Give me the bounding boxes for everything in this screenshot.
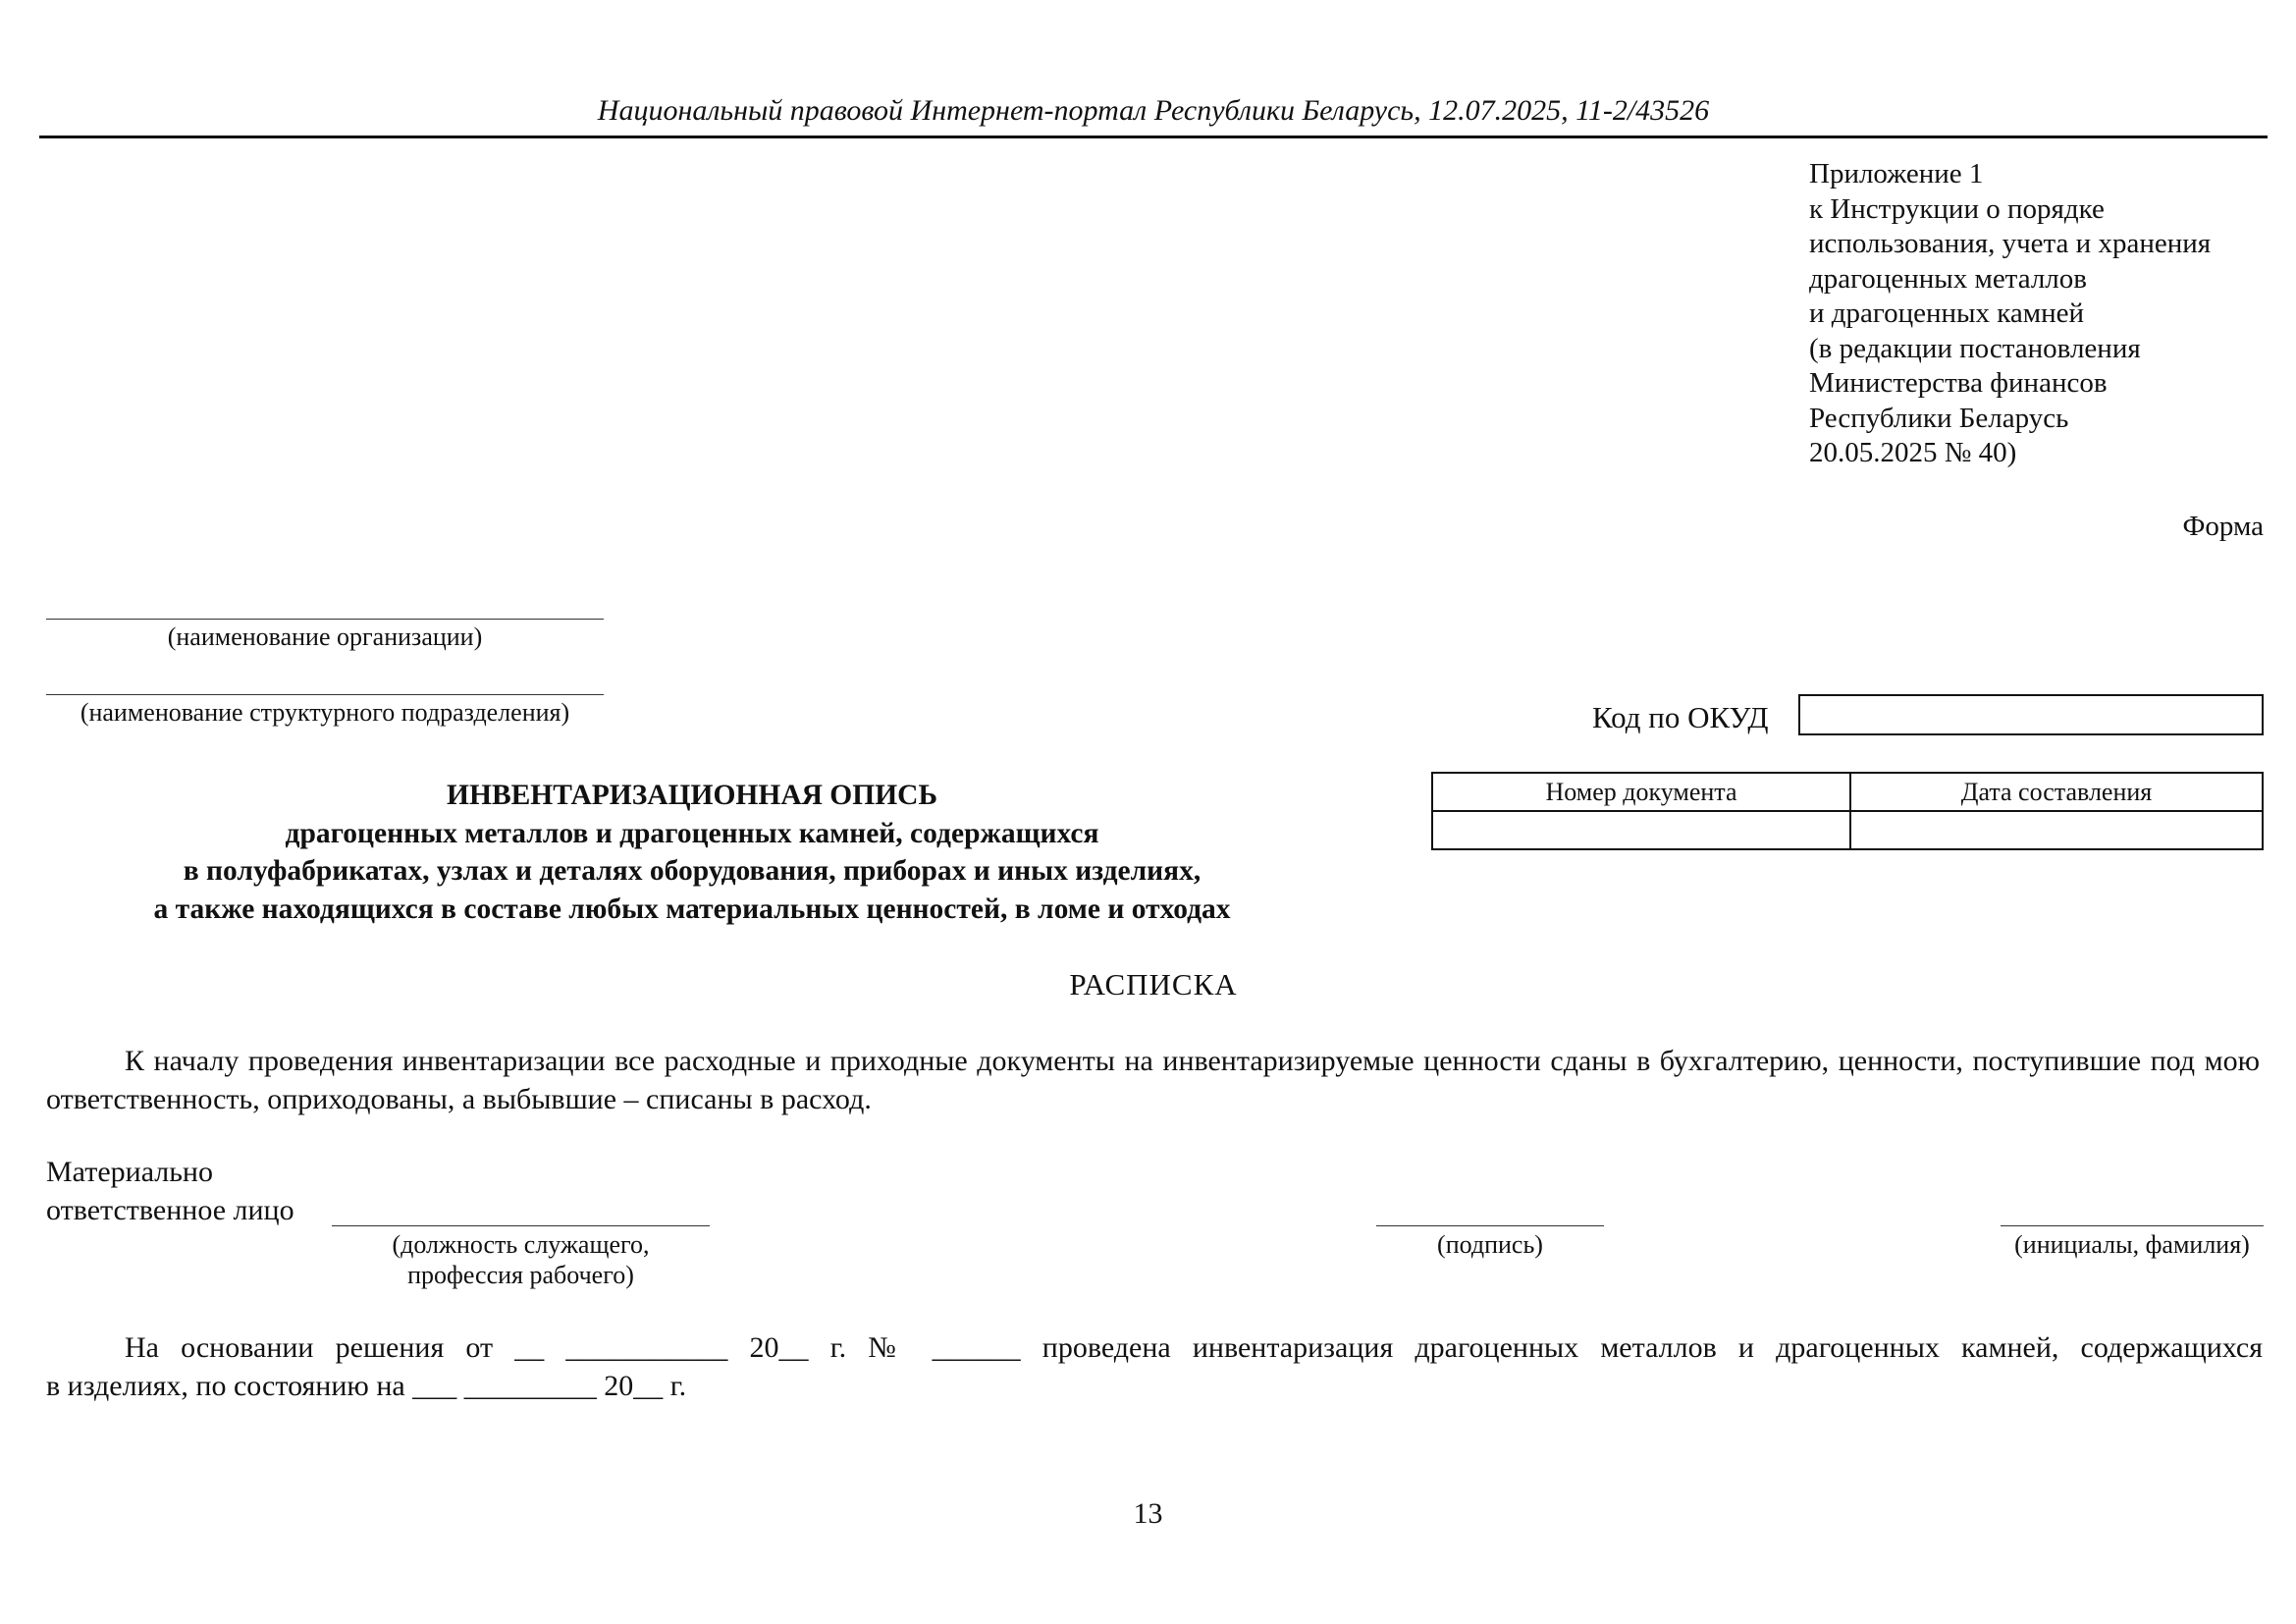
mol-label-line2: ответственное лицо <box>46 1194 294 1226</box>
page-number: 13 <box>1133 1497 1163 1530</box>
mol-label-line1: Материально <box>46 1156 213 1188</box>
org-name-caption: (наименование организации) <box>167 623 483 651</box>
form-label: Форма <box>2182 511 2264 542</box>
doc-number-field[interactable] <box>1432 811 1850 849</box>
doc-number-header: Номер документа <box>1432 773 1850 811</box>
org-name-line[interactable] <box>46 619 604 620</box>
signature-caption: (подпись) <box>1437 1230 1543 1259</box>
annex-block <box>1809 157 2211 471</box>
doc-info-value-row <box>1432 811 2263 849</box>
signature-fill-line[interactable] <box>1376 1225 1604 1226</box>
name-fill-line[interactable] <box>2001 1225 2264 1226</box>
position-caption-2: профессия рабочего) <box>407 1261 634 1289</box>
doc-date-field[interactable] <box>1850 811 2263 849</box>
document-title <box>39 777 1345 928</box>
annex-line: к Инструкции о порядке <box>1809 192 2105 225</box>
annex-line: использования, учета и хранения <box>1809 228 2212 259</box>
position-caption-1: (должность служащего, <box>392 1230 650 1259</box>
header-rule <box>39 135 2268 138</box>
title-line: ИНВЕНТАРИЗАЦИОННАЯ ОПИСЬ <box>447 780 937 811</box>
basis-line-2: в изделиях, по состоянию на ___ _________ 20__ г. <box>46 1370 687 1402</box>
portal-header: Национальный правовой Интернет-портал Республики Беларусь, 12.07.2025, 11-2/43526 <box>597 94 1710 127</box>
annex-line: Республики Беларусь <box>1809 402 2069 434</box>
title-line: в полуфабрикатах, узлах и деталях оборудования, приборах и иных изделиях, <box>183 855 1201 887</box>
receipt-title: РАСПИСКА <box>1069 967 1238 1001</box>
annex-line: и драгоценных камней <box>1809 298 2085 329</box>
receipt-paragraph: К началу проведения инвентаризации все расходные и приходные документы на инвентаризируемые ценности сданы в бухгалтерию, ценности, поступившие под мою ответственность, оприходованы, а выбывшие – списаны в расход. <box>46 1045 2260 1115</box>
annex-line: драгоценных металлов <box>1809 262 2087 295</box>
annex-line: 20.05.2025 № 40) <box>1809 437 2017 468</box>
annex-line: Приложение 1 <box>1809 158 1984 189</box>
title-line: драгоценных металлов и драгоценных камней, содержащихся <box>285 817 1099 849</box>
dept-name-line[interactable] <box>46 694 604 695</box>
annex-line: Министерства финансов <box>1809 367 2108 399</box>
position-fill-line[interactable] <box>332 1225 710 1226</box>
doc-info-table <box>1431 772 2264 850</box>
okud-code-field[interactable] <box>1798 694 2264 735</box>
name-caption: (инициалы, фамилия) <box>2014 1230 2250 1259</box>
dept-name-caption: (наименование структурного подразделения) <box>80 698 570 727</box>
doc-info-header-row <box>1432 773 2263 811</box>
basis-line-1: На основании решения от __ ___________ 20__ г. № ______ проведена инвентаризация драгоценных металлов и драгоценных камней, содержащихся <box>125 1331 2263 1364</box>
title-line: а также находящихся в составе любых материальных ценностей, в ломе и отходах <box>153 893 1231 925</box>
okud-label: Код по ОКУД <box>1592 700 1769 734</box>
annex-line: (в редакции постановления <box>1809 332 2141 364</box>
doc-date-header: Дата составления <box>1850 773 2263 811</box>
